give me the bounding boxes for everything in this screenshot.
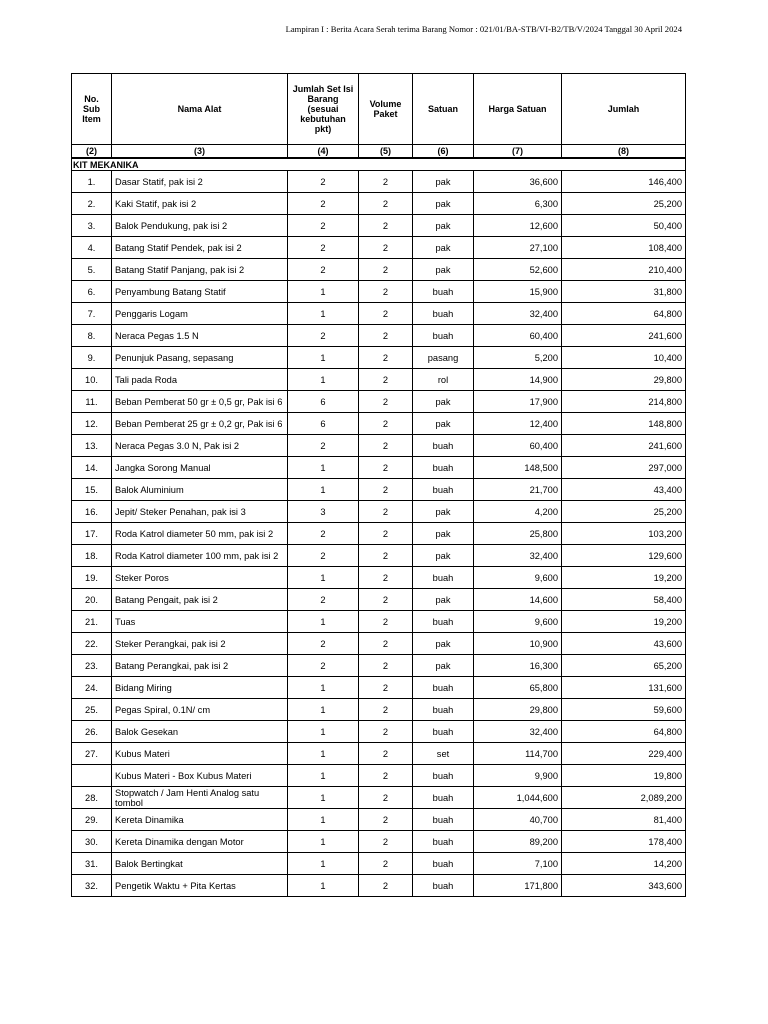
column-number: (8) (562, 145, 686, 159)
item-number: 32. (72, 875, 112, 897)
item-unit: pak (413, 391, 474, 413)
item-set-count: 1 (288, 457, 359, 479)
item-volume: 2 (359, 743, 413, 765)
item-number: 10. (72, 369, 112, 391)
item-set-count: 1 (288, 743, 359, 765)
column-header-no: No. Sub Item (72, 74, 112, 145)
item-set-count: 1 (288, 721, 359, 743)
item-volume: 2 (359, 193, 413, 215)
item-name: Balok Aluminium (112, 479, 288, 501)
item-unit-price: 9,600 (474, 567, 562, 589)
item-total: 59,600 (562, 699, 686, 721)
item-number: 30. (72, 831, 112, 853)
item-unit-price: 9,900 (474, 765, 562, 787)
table-row (72, 567, 686, 589)
item-name: Batang Statif Pendek, pak isi 2 (112, 237, 288, 259)
item-unit: pak (413, 193, 474, 215)
item-total: 108,400 (562, 237, 686, 259)
item-unit-price: 32,400 (474, 721, 562, 743)
item-volume: 2 (359, 655, 413, 677)
item-name: Batang Perangkai, pak isi 2 (112, 655, 288, 677)
item-unit: pak (413, 545, 474, 567)
table-row (72, 633, 686, 655)
item-set-count: 2 (288, 171, 359, 193)
item-unit: buah (413, 699, 474, 721)
table-row (72, 281, 686, 303)
table-row (72, 347, 686, 369)
item-total: 131,600 (562, 677, 686, 699)
item-unit-price: 29,800 (474, 699, 562, 721)
item-name: Balok Pendukung, pak isi 2 (112, 215, 288, 237)
item-name: Beban Pemberat 25 gr ± 0,2 gr, Pak isi 6 (112, 413, 288, 435)
item-set-count: 1 (288, 347, 359, 369)
column-number: (5) (359, 145, 413, 159)
item-name: Kaki Statif, pak isi 2 (112, 193, 288, 215)
item-unit: pak (413, 523, 474, 545)
item-unit-price: 1,044,600 (474, 787, 562, 809)
table-row (72, 853, 686, 875)
item-volume: 2 (359, 303, 413, 325)
item-number: 5. (72, 259, 112, 281)
item-unit: buah (413, 677, 474, 699)
item-name: Neraca Pegas 3.0 N, Pak isi 2 (112, 435, 288, 457)
item-name: Balok Gesekan (112, 721, 288, 743)
item-set-count: 1 (288, 853, 359, 875)
item-number: 22. (72, 633, 112, 655)
item-unit: buah (413, 765, 474, 787)
column-header-nama-alat: Nama Alat (112, 74, 288, 145)
item-set-count: 2 (288, 435, 359, 457)
table-row (72, 721, 686, 743)
item-set-count: 6 (288, 413, 359, 435)
item-unit-price: 60,400 (474, 435, 562, 457)
item-name: Neraca Pegas 1.5 N (112, 325, 288, 347)
item-total: 241,600 (562, 435, 686, 457)
item-set-count: 2 (288, 633, 359, 655)
item-unit-price: 7,100 (474, 853, 562, 875)
item-volume: 2 (359, 237, 413, 259)
item-unit: buah (413, 325, 474, 347)
item-name: Bidang Miring (112, 677, 288, 699)
table-row (72, 699, 686, 721)
column-header-jumlah-set: Jumlah Set Isi Barang (sesuai kebutuhan pkt) (288, 74, 359, 145)
item-total: 103,200 (562, 523, 686, 545)
table-row (72, 545, 686, 567)
item-unit: pak (413, 171, 474, 193)
item-number: 20. (72, 589, 112, 611)
item-unit: pak (413, 633, 474, 655)
item-total: 29,800 (562, 369, 686, 391)
item-number: 27. (72, 743, 112, 765)
item-unit: pasang (413, 347, 474, 369)
table-row (72, 655, 686, 677)
item-name: Penunjuk Pasang, sepasang (112, 347, 288, 369)
table-row (72, 303, 686, 325)
item-number: 13. (72, 435, 112, 457)
table-row (72, 259, 686, 281)
table-row (72, 809, 686, 831)
item-name: Tali pada Roda (112, 369, 288, 391)
item-set-count: 1 (288, 831, 359, 853)
item-unit-price: 9,600 (474, 611, 562, 633)
item-number: 16. (72, 501, 112, 523)
item-unit: buah (413, 787, 474, 809)
item-set-count: 1 (288, 281, 359, 303)
item-name: Dasar Statif, pak isi 2 (112, 171, 288, 193)
item-unit: pak (413, 589, 474, 611)
item-set-count: 2 (288, 215, 359, 237)
item-volume: 2 (359, 457, 413, 479)
item-name: Penyambung Batang Statif (112, 281, 288, 303)
item-unit-price: 14,900 (474, 369, 562, 391)
item-name: Stopwatch / Jam Henti Analog satu tombol (112, 787, 288, 809)
item-volume: 2 (359, 347, 413, 369)
column-number: (2) (72, 145, 112, 159)
item-set-count: 1 (288, 875, 359, 897)
item-name: Kereta Dinamika dengan Motor (112, 831, 288, 853)
column-number: (3) (112, 145, 288, 159)
item-volume: 2 (359, 875, 413, 897)
item-total: 2,089,200 (562, 787, 686, 809)
table-row (72, 193, 686, 215)
item-volume: 2 (359, 545, 413, 567)
table-row (72, 325, 686, 347)
item-total: 297,000 (562, 457, 686, 479)
item-volume: 2 (359, 589, 413, 611)
table-row (72, 875, 686, 897)
section-title: KIT MEKANIKA (73, 159, 139, 170)
item-unit-price: 12,600 (474, 215, 562, 237)
item-unit: set (413, 743, 474, 765)
item-unit-price: 4,200 (474, 501, 562, 523)
item-number (72, 765, 112, 787)
item-total: 178,400 (562, 831, 686, 853)
item-volume: 2 (359, 391, 413, 413)
item-unit: buah (413, 809, 474, 831)
item-total: 214,800 (562, 391, 686, 413)
item-volume: 2 (359, 765, 413, 787)
item-unit-price: 171,800 (474, 875, 562, 897)
item-volume: 2 (359, 259, 413, 281)
item-unit-price: 40,700 (474, 809, 562, 831)
table-row (72, 743, 686, 765)
item-total: 31,800 (562, 281, 686, 303)
item-volume: 2 (359, 677, 413, 699)
item-unit-price: 32,400 (474, 545, 562, 567)
item-total: 81,400 (562, 809, 686, 831)
item-name: Pengetik Waktu + Pita Kertas (112, 875, 288, 897)
item-number: 31. (72, 853, 112, 875)
item-total: 65,200 (562, 655, 686, 677)
item-number: 23. (72, 655, 112, 677)
item-name: Kereta Dinamika (112, 809, 288, 831)
column-number: (4) (288, 145, 359, 159)
item-unit-price: 36,600 (474, 171, 562, 193)
item-unit: pak (413, 655, 474, 677)
item-total: 25,200 (562, 193, 686, 215)
item-volume: 2 (359, 523, 413, 545)
item-total: 241,600 (562, 325, 686, 347)
item-name: Steker Poros (112, 567, 288, 589)
table-row (72, 831, 686, 853)
table-row (72, 413, 686, 435)
item-unit-price: 12,400 (474, 413, 562, 435)
column-number-row (72, 145, 686, 159)
item-volume: 2 (359, 215, 413, 237)
item-number: 7. (72, 303, 112, 325)
item-unit: buah (413, 281, 474, 303)
item-volume: 2 (359, 721, 413, 743)
item-name: Steker Perangkai, pak isi 2 (112, 633, 288, 655)
table-header-row (72, 74, 686, 145)
table-row (72, 765, 686, 787)
table-row (72, 171, 686, 193)
item-set-count: 6 (288, 391, 359, 413)
item-volume: 2 (359, 699, 413, 721)
item-set-count: 2 (288, 237, 359, 259)
item-number: 29. (72, 809, 112, 831)
table-row (72, 435, 686, 457)
item-total: 129,600 (562, 545, 686, 567)
table-row (72, 677, 686, 699)
item-unit: buah (413, 457, 474, 479)
item-total: 19,200 (562, 567, 686, 589)
item-total: 19,800 (562, 765, 686, 787)
item-unit: buah (413, 875, 474, 897)
item-unit: buah (413, 611, 474, 633)
item-set-count: 1 (288, 809, 359, 831)
equipment-table (71, 73, 686, 897)
column-header-jumlah: Jumlah (562, 74, 686, 145)
item-set-count: 1 (288, 611, 359, 633)
item-volume: 2 (359, 633, 413, 655)
table-row (72, 215, 686, 237)
column-number: (7) (474, 145, 562, 159)
item-unit-price: 10,900 (474, 633, 562, 655)
item-total: 25,200 (562, 501, 686, 523)
item-set-count: 1 (288, 677, 359, 699)
item-name: Penggaris Logam (112, 303, 288, 325)
item-unit: pak (413, 259, 474, 281)
item-set-count: 1 (288, 699, 359, 721)
item-total: 148,800 (562, 413, 686, 435)
table-row (72, 369, 686, 391)
item-unit: buah (413, 567, 474, 589)
item-volume: 2 (359, 831, 413, 853)
item-name: Balok Bertingkat (112, 853, 288, 875)
item-set-count: 2 (288, 589, 359, 611)
item-name: Jepit/ Steker Penahan, pak isi 3 (112, 501, 288, 523)
item-set-count: 1 (288, 567, 359, 589)
item-total: 229,400 (562, 743, 686, 765)
item-name: Batang Statif Panjang, pak isi 2 (112, 259, 288, 281)
item-unit: buah (413, 831, 474, 853)
item-unit: pak (413, 215, 474, 237)
item-unit-price: 27,100 (474, 237, 562, 259)
table-row (72, 523, 686, 545)
item-unit-price: 5,200 (474, 347, 562, 369)
item-total: 58,400 (562, 589, 686, 611)
item-unit: buah (413, 435, 474, 457)
item-volume: 2 (359, 171, 413, 193)
item-unit: pak (413, 237, 474, 259)
item-number: 28. (72, 787, 112, 809)
column-header-volume: Volume Paket (359, 74, 413, 145)
item-number: 15. (72, 479, 112, 501)
item-volume: 2 (359, 435, 413, 457)
item-name: Tuas (112, 611, 288, 633)
item-total: 64,800 (562, 721, 686, 743)
item-volume: 2 (359, 325, 413, 347)
item-unit: pak (413, 413, 474, 435)
item-total: 19,200 (562, 611, 686, 633)
item-volume: 2 (359, 853, 413, 875)
item-volume: 2 (359, 787, 413, 809)
column-header-satuan: Satuan (413, 74, 474, 145)
item-set-count: 2 (288, 523, 359, 545)
item-unit-price: 21,700 (474, 479, 562, 501)
item-number: 4. (72, 237, 112, 259)
item-name: Kubus Materi (112, 743, 288, 765)
item-volume: 2 (359, 809, 413, 831)
item-number: 26. (72, 721, 112, 743)
item-number: 8. (72, 325, 112, 347)
item-unit: buah (413, 853, 474, 875)
item-name: Batang Pengait, pak isi 2 (112, 589, 288, 611)
item-set-count: 2 (288, 259, 359, 281)
table-row (72, 391, 686, 413)
item-total: 14,200 (562, 853, 686, 875)
item-number: 12. (72, 413, 112, 435)
item-name: Jangka Sorong Manual (112, 457, 288, 479)
table-row (72, 501, 686, 523)
item-unit-price: 114,700 (474, 743, 562, 765)
item-volume: 2 (359, 413, 413, 435)
section-row (72, 158, 686, 171)
item-unit: pak (413, 501, 474, 523)
item-unit-price: 32,400 (474, 303, 562, 325)
item-set-count: 1 (288, 479, 359, 501)
item-volume: 2 (359, 611, 413, 633)
item-unit-price: 65,800 (474, 677, 562, 699)
item-set-count: 1 (288, 303, 359, 325)
item-name: Pegas Spiral, 0.1N/ cm (112, 699, 288, 721)
item-unit: buah (413, 479, 474, 501)
item-volume: 2 (359, 479, 413, 501)
item-unit-price: 6,300 (474, 193, 562, 215)
item-volume: 2 (359, 567, 413, 589)
item-total: 343,600 (562, 875, 686, 897)
item-number: 2. (72, 193, 112, 215)
item-unit-price: 17,900 (474, 391, 562, 413)
item-number: 25. (72, 699, 112, 721)
item-unit: buah (413, 303, 474, 325)
item-number: 21. (72, 611, 112, 633)
item-total: 210,400 (562, 259, 686, 281)
table-row (72, 237, 686, 259)
item-unit: rol (413, 369, 474, 391)
table-row (72, 589, 686, 611)
item-name: Roda Katrol diameter 50 mm, pak isi 2 (112, 523, 288, 545)
item-unit: buah (413, 721, 474, 743)
table-row (72, 479, 686, 501)
item-number: 1. (72, 171, 112, 193)
item-unit-price: 15,900 (474, 281, 562, 303)
item-number: 6. (72, 281, 112, 303)
item-unit-price: 14,600 (474, 589, 562, 611)
item-total: 50,400 (562, 215, 686, 237)
item-number: 14. (72, 457, 112, 479)
item-number: 19. (72, 567, 112, 589)
item-set-count: 1 (288, 787, 359, 809)
item-set-count: 2 (288, 193, 359, 215)
item-set-count: 1 (288, 369, 359, 391)
item-set-count: 1 (288, 765, 359, 787)
item-total: 10,400 (562, 347, 686, 369)
item-total: 146,400 (562, 171, 686, 193)
item-number: 17. (72, 523, 112, 545)
item-volume: 2 (359, 501, 413, 523)
item-name: Roda Katrol diameter 100 mm, pak isi 2 (112, 545, 288, 567)
item-set-count: 2 (288, 655, 359, 677)
item-unit-price: 52,600 (474, 259, 562, 281)
item-number: 3. (72, 215, 112, 237)
item-name: Kubus Materi - Box Kubus Materi (112, 765, 288, 787)
item-unit-price: 89,200 (474, 831, 562, 853)
item-unit-price: 25,800 (474, 523, 562, 545)
item-number: 24. (72, 677, 112, 699)
item-number: 9. (72, 347, 112, 369)
item-number: 18. (72, 545, 112, 567)
item-name: Beban Pemberat 50 gr ± 0,5 gr, Pak isi 6 (112, 391, 288, 413)
table-row (72, 787, 686, 809)
table-row (72, 457, 686, 479)
item-total: 64,800 (562, 303, 686, 325)
item-unit-price: 16,300 (474, 655, 562, 677)
item-volume: 2 (359, 369, 413, 391)
item-number: 11. (72, 391, 112, 413)
item-set-count: 2 (288, 545, 359, 567)
item-volume: 2 (359, 281, 413, 303)
item-total: 43,400 (562, 479, 686, 501)
document-header-note: Lampiran I : Berita Acara Serah terima Barang Nomor : 021/01/BA-STB/VI-B2/TB/V/2024 Tanggal 30 April 2024 (285, 24, 682, 34)
item-set-count: 2 (288, 325, 359, 347)
column-number: (6) (413, 145, 474, 159)
item-set-count: 3 (288, 501, 359, 523)
item-unit-price: 60,400 (474, 325, 562, 347)
item-unit-price: 148,500 (474, 457, 562, 479)
item-total: 43,600 (562, 633, 686, 655)
table-row (72, 611, 686, 633)
column-header-harga-satuan: Harga Satuan (474, 74, 562, 145)
